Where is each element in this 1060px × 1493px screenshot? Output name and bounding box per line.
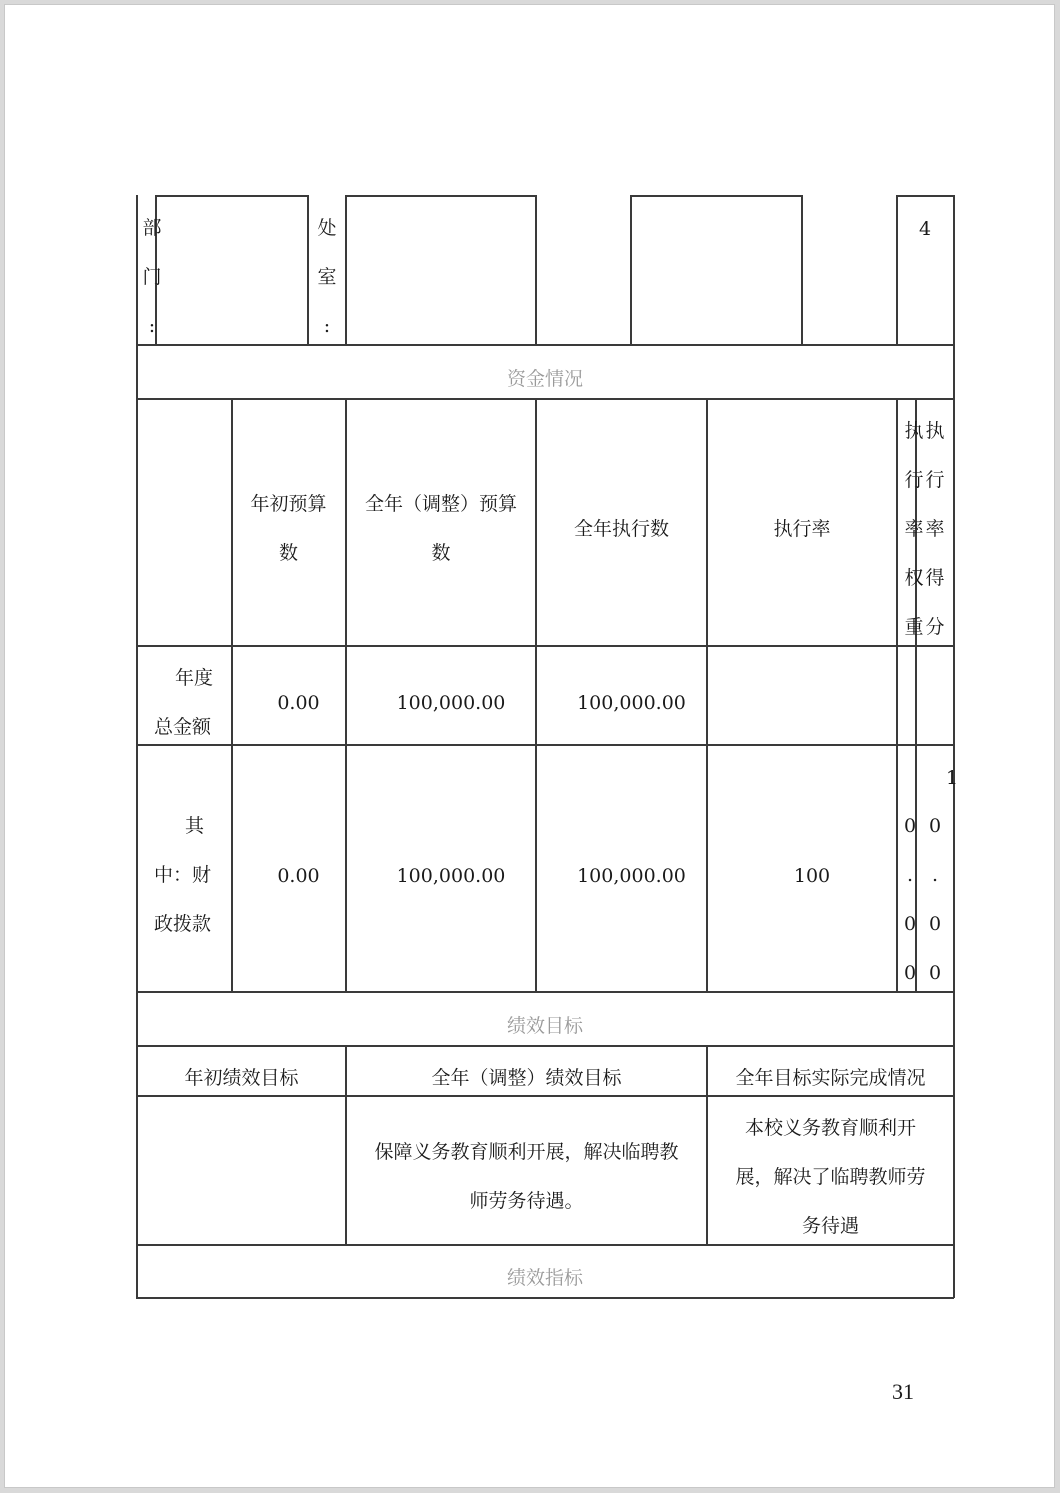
header-last-value: 4	[918, 218, 932, 240]
funds-section-title: 资金情况	[506, 368, 583, 390]
col-executed: 全年执行数	[573, 518, 669, 540]
page-number: 31	[892, 1379, 914, 1404]
row-total-label: 年度 总金额	[154, 667, 214, 738]
col-adjusted-budget: 全年（调整）预算 数	[364, 493, 517, 564]
row-fiscal-weight: 0 . 0 0	[903, 815, 917, 984]
goals-adjusted-text: 保障义务教育顺利开展，解决临聘教 师劳务待遇。	[374, 1141, 679, 1212]
row-fiscal-initial: 0.00	[277, 865, 320, 887]
goals-section-title: 绩效目标	[506, 1015, 583, 1037]
row-total-initial: 0.00	[277, 692, 320, 714]
row-fiscal-adjusted: 100,000.00	[396, 865, 506, 887]
row-total-executed: 100,000.00	[577, 692, 686, 714]
goals-actual-text: 本校义务教育顺利开 展，解决了临聘教师劳 务待遇	[735, 1117, 926, 1237]
indicators-section-title: 绩效指标	[506, 1267, 583, 1289]
row-fiscal-score: 0 . 0 0	[928, 815, 942, 984]
col-initial-budget: 年初预算 数	[250, 493, 327, 564]
row-total-adjusted: 100,000.00	[396, 692, 506, 714]
col-rate-score: 执 行 率 得 分	[925, 420, 945, 638]
goals-header-initial: 年初绩效目标	[184, 1067, 299, 1089]
row-fiscal-score-overflow: 1	[946, 767, 959, 789]
office-label: 处 室 :	[317, 217, 337, 337]
row-fiscal-rate: 100	[793, 865, 831, 887]
row-fiscal-label: 其 中：财 政拨款	[154, 815, 212, 935]
department-label: 部 门 :	[142, 217, 162, 337]
document-page	[4, 4, 1055, 1488]
col-execution-rate: 执行率	[773, 518, 831, 540]
goals-header-actual: 全年目标实际完成情况	[735, 1067, 926, 1089]
col-rate-weight: 执 行 率 权 重	[904, 420, 924, 638]
goals-header-adjusted: 全年（调整）绩效目标	[431, 1067, 622, 1089]
row-fiscal-executed: 100,000.00	[577, 865, 686, 887]
